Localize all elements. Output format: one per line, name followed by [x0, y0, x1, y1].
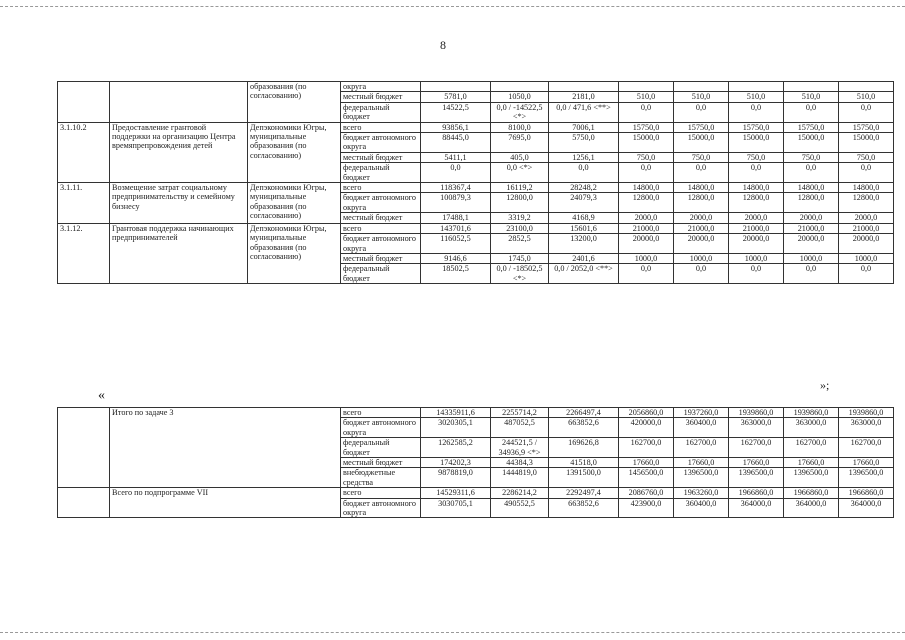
amount-cell: 510,0 — [839, 92, 894, 102]
amount-cell: 364000,0 — [729, 498, 784, 518]
amount-cell: 15000,0 — [839, 133, 894, 153]
funding-source: местный бюджет — [341, 152, 421, 162]
amount-cell: 93856,1 — [421, 122, 491, 132]
funding-source: всего — [341, 408, 421, 418]
table-row — [58, 223, 894, 233]
amount-cell — [549, 82, 619, 92]
amount-cell: 20000,0 — [839, 234, 894, 254]
quote-close: »; — [820, 378, 830, 392]
amount-cell: 2255714,2 — [491, 408, 549, 418]
table-row — [58, 408, 894, 418]
executor: Депэкономики Югры, муниципальные образования (по согласованию) — [248, 223, 341, 283]
amount-cell: 1391500,0 — [549, 468, 619, 488]
amount-cell: 12800,0 — [674, 193, 729, 213]
amount-cell — [784, 82, 839, 92]
amount-cell: 0,0 — [619, 264, 674, 284]
amount-cell: 1939860,0 — [729, 408, 784, 418]
amount-cell: 12800,0 — [491, 193, 549, 213]
amount-cell: 1396500,0 — [784, 468, 839, 488]
row-number: 3.1.11. — [58, 183, 110, 224]
amount-cell: 1939860,0 — [784, 408, 839, 418]
amount-cell: 20000,0 — [619, 234, 674, 254]
amount-cell: 15601,6 — [549, 223, 619, 233]
amount-cell: 14800,0 — [784, 183, 839, 193]
amount-cell: 14800,0 — [729, 183, 784, 193]
funding-source: бюджет автономного округа — [341, 133, 421, 153]
amount-cell: 0,0 — [784, 264, 839, 284]
amount-cell: 162700,0 — [619, 438, 674, 458]
amount-cell: 21000,0 — [619, 223, 674, 233]
amount-cell — [491, 82, 549, 92]
row-number: 3.1.12. — [58, 223, 110, 283]
funding-source: бюджет автономного округа — [341, 498, 421, 518]
row-number — [58, 408, 110, 488]
total-label: Всего по подпрограмме VII — [110, 488, 341, 518]
amount-cell: 17660,0 — [619, 458, 674, 468]
amount-cell: 18502,5 — [421, 264, 491, 284]
amount-cell: 1963260,0 — [674, 488, 729, 498]
amount-cell: 8100,0 — [491, 122, 549, 132]
funding-source: федеральный бюджет — [341, 102, 421, 122]
amount-cell: 364000,0 — [784, 498, 839, 518]
amount-cell: 750,0 — [839, 152, 894, 162]
amount-cell: 4168,9 — [549, 213, 619, 223]
amount-cell: 487052,5 — [491, 418, 549, 438]
executor: Депэкономики Югры, муниципальные образования (по согласованию) — [248, 122, 341, 182]
amount-cell: 0,0 — [729, 163, 784, 183]
amount-cell: 1456500,0 — [619, 468, 674, 488]
amount-cell: 490552,5 — [491, 498, 549, 518]
table-row — [58, 183, 894, 193]
scan-bottom-edge — [0, 632, 905, 633]
amount-cell: 5750,0 — [549, 133, 619, 153]
funding-source: федеральный бюджет — [341, 163, 421, 183]
amount-cell: 244521,5 / 34936,9 <*> — [491, 438, 549, 458]
amount-cell: 15000,0 — [674, 133, 729, 153]
amount-cell: 405,0 — [491, 152, 549, 162]
amount-cell: 14800,0 — [674, 183, 729, 193]
amount-cell: 1000,0 — [674, 253, 729, 263]
amount-cell — [729, 82, 784, 92]
amount-cell: 360400,0 — [674, 418, 729, 438]
measure-name: Предоставление грантовой поддержки на организацию Центра времяпрепровождения детей — [110, 122, 248, 182]
amount-cell: 750,0 — [784, 152, 839, 162]
amount-cell: 15750,0 — [784, 122, 839, 132]
amount-cell: 2401,6 — [549, 253, 619, 263]
amount-cell: 1050,0 — [491, 92, 549, 102]
amount-cell: 116052,5 — [421, 234, 491, 254]
amount-cell: 0,0 — [839, 163, 894, 183]
amount-cell: 1262585,2 — [421, 438, 491, 458]
funding-source: всего — [341, 223, 421, 233]
amount-cell — [421, 82, 491, 92]
amount-cell: 9878819,0 — [421, 468, 491, 488]
amount-cell: 363000,0 — [784, 418, 839, 438]
amount-cell: 174202,3 — [421, 458, 491, 468]
amount-cell: 15750,0 — [674, 122, 729, 132]
amount-cell: 0,0 / -14522,5 <*> — [491, 102, 549, 122]
measure-name: Возмещение затрат социальному предпринимательству и семейному бизнесу — [110, 183, 248, 224]
amount-cell: 1000,0 — [839, 253, 894, 263]
amount-cell: 2266497,4 — [549, 408, 619, 418]
amount-cell: 20000,0 — [729, 234, 784, 254]
amount-cell: 364000,0 — [839, 498, 894, 518]
funding-source: бюджет автономного округа — [341, 234, 421, 254]
amount-cell: 2000,0 — [674, 213, 729, 223]
amount-cell: 14529311,6 — [421, 488, 491, 498]
amount-cell: 9146,6 — [421, 253, 491, 263]
amount-cell: 14800,0 — [619, 183, 674, 193]
amount-cell: 0,0 / 2052,0 <**> — [549, 264, 619, 284]
amount-cell: 169626,8 — [549, 438, 619, 458]
amount-cell: 7695,0 — [491, 133, 549, 153]
amount-cell: 3319,2 — [491, 213, 549, 223]
amount-cell: 21000,0 — [674, 223, 729, 233]
amount-cell: 0,0 — [784, 102, 839, 122]
amount-cell: 750,0 — [729, 152, 784, 162]
funding-source: федеральный бюджет — [341, 264, 421, 284]
amount-cell: 663852,6 — [549, 498, 619, 518]
amount-cell: 14800,0 — [839, 183, 894, 193]
amount-cell: 360400,0 — [674, 498, 729, 518]
amount-cell: 2292497,4 — [549, 488, 619, 498]
total-label: Итого по задаче 3 — [110, 408, 341, 488]
amount-cell: 21000,0 — [729, 223, 784, 233]
amount-cell: 21000,0 — [784, 223, 839, 233]
amount-cell: 7006,1 — [549, 122, 619, 132]
amount-cell: 0,0 — [421, 163, 491, 183]
amount-cell: 2852,5 — [491, 234, 549, 254]
funding-source: бюджет автономного округа — [341, 418, 421, 438]
funding-source: местный бюджет — [341, 92, 421, 102]
amount-cell: 162700,0 — [729, 438, 784, 458]
amount-cell: 0,0 — [619, 102, 674, 122]
amount-cell: 0,0 — [549, 163, 619, 183]
amount-cell: 5411,1 — [421, 152, 491, 162]
amount-cell: 1939860,0 — [839, 408, 894, 418]
funding-source: местный бюджет — [341, 458, 421, 468]
budget-table-2 — [57, 407, 894, 518]
amount-cell: 1745,0 — [491, 253, 549, 263]
amount-cell: 17488,1 — [421, 213, 491, 223]
row-number — [58, 82, 110, 123]
amount-cell: 0,0 — [674, 163, 729, 183]
amount-cell: 1396500,0 — [674, 468, 729, 488]
funding-source: всего — [341, 183, 421, 193]
row-number: 3.1.10.2 — [58, 122, 110, 182]
amount-cell: 0,0 / 471,6 <**> — [549, 102, 619, 122]
amount-cell: 20000,0 — [784, 234, 839, 254]
amount-cell: 2000,0 — [619, 213, 674, 223]
executor: образования (по согласованию) — [248, 82, 341, 123]
funding-source: местный бюджет — [341, 253, 421, 263]
amount-cell: 0,0 — [674, 264, 729, 284]
amount-cell: 17660,0 — [784, 458, 839, 468]
amount-cell: 143701,6 — [421, 223, 491, 233]
amount-cell: 162700,0 — [784, 438, 839, 458]
amount-cell: 41518,0 — [549, 458, 619, 468]
amount-cell: 12800,0 — [619, 193, 674, 213]
amount-cell: 13200,0 — [549, 234, 619, 254]
amount-cell: 663852,6 — [549, 418, 619, 438]
table-row — [58, 122, 894, 132]
amount-cell: 17660,0 — [729, 458, 784, 468]
amount-cell: 24079,3 — [549, 193, 619, 213]
amount-cell: 100879,3 — [421, 193, 491, 213]
amount-cell: 15000,0 — [784, 133, 839, 153]
amount-cell: 15750,0 — [839, 122, 894, 132]
amount-cell: 420000,0 — [619, 418, 674, 438]
amount-cell: 1966860,0 — [784, 488, 839, 498]
amount-cell: 1000,0 — [784, 253, 839, 263]
amount-cell: 0,0 / -18502,5 <*> — [491, 264, 549, 284]
amount-cell: 0,0 — [729, 102, 784, 122]
amount-cell: 3020305,1 — [421, 418, 491, 438]
amount-cell: 1000,0 — [619, 253, 674, 263]
funding-source: местный бюджет — [341, 213, 421, 223]
measure-name: Грантовая поддержка начинающих предпринимателей — [110, 223, 248, 283]
amount-cell: 363000,0 — [729, 418, 784, 438]
amount-cell: 1444819,0 — [491, 468, 549, 488]
amount-cell: 2000,0 — [729, 213, 784, 223]
amount-cell: 2286214,2 — [491, 488, 549, 498]
amount-cell: 2000,0 — [784, 213, 839, 223]
scan-top-edge — [0, 6, 905, 7]
amount-cell: 1256,1 — [549, 152, 619, 162]
amount-cell: 510,0 — [729, 92, 784, 102]
amount-cell: 1937260,0 — [674, 408, 729, 418]
amount-cell — [674, 82, 729, 92]
table-row — [58, 488, 894, 498]
amount-cell: 21000,0 — [839, 223, 894, 233]
amount-cell: 14335911,6 — [421, 408, 491, 418]
budget-table-1 — [57, 81, 894, 284]
amount-cell: 0,0 — [839, 264, 894, 284]
amount-cell: 0,0 — [839, 102, 894, 122]
funding-source: внебюджетные средства — [341, 468, 421, 488]
amount-cell: 1396500,0 — [839, 468, 894, 488]
amount-cell: 2000,0 — [839, 213, 894, 223]
amount-cell: 1396500,0 — [729, 468, 784, 488]
amount-cell: 2056860,0 — [619, 408, 674, 418]
amount-cell: 0,0 — [619, 163, 674, 183]
amount-cell: 5781,0 — [421, 92, 491, 102]
amount-cell: 750,0 — [674, 152, 729, 162]
amount-cell: 20000,0 — [674, 234, 729, 254]
amount-cell: 1000,0 — [729, 253, 784, 263]
measure-name — [110, 82, 248, 123]
amount-cell: 118367,4 — [421, 183, 491, 193]
amount-cell: 510,0 — [619, 92, 674, 102]
amount-cell: 162700,0 — [839, 438, 894, 458]
amount-cell: 23100,0 — [491, 223, 549, 233]
amount-cell: 3030705,1 — [421, 498, 491, 518]
amount-cell: 0,0 — [729, 264, 784, 284]
page-number: 8 — [440, 38, 446, 52]
amount-cell: 2181,0 — [549, 92, 619, 102]
amount-cell: 1966860,0 — [839, 488, 894, 498]
amount-cell: 162700,0 — [674, 438, 729, 458]
amount-cell: 423900,0 — [619, 498, 674, 518]
amount-cell: 12800,0 — [784, 193, 839, 213]
amount-cell: 17660,0 — [674, 458, 729, 468]
amount-cell: 17660,0 — [839, 458, 894, 468]
amount-cell: 15750,0 — [619, 122, 674, 132]
amount-cell: 12800,0 — [839, 193, 894, 213]
funding-source: всего — [341, 488, 421, 498]
amount-cell: 12800,0 — [729, 193, 784, 213]
row-number — [58, 488, 110, 518]
funding-source: бюджет автономного округа — [341, 193, 421, 213]
amount-cell: 44384,3 — [491, 458, 549, 468]
funding-source: округа — [341, 82, 421, 92]
amount-cell: 88445,0 — [421, 133, 491, 153]
amount-cell: 15000,0 — [729, 133, 784, 153]
amount-cell: 0,0 <*> — [491, 163, 549, 183]
amount-cell: 15000,0 — [619, 133, 674, 153]
amount-cell: 363000,0 — [839, 418, 894, 438]
amount-cell: 0,0 — [674, 102, 729, 122]
funding-source: федеральный бюджет — [341, 438, 421, 458]
amount-cell: 750,0 — [619, 152, 674, 162]
amount-cell: 15750,0 — [729, 122, 784, 132]
amount-cell: 510,0 — [674, 92, 729, 102]
table-row — [58, 82, 894, 92]
amount-cell — [619, 82, 674, 92]
amount-cell: 14522,5 — [421, 102, 491, 122]
amount-cell: 28248,2 — [549, 183, 619, 193]
executor: Депэкономики Югры, муниципальные образования (по согласованию) — [248, 183, 341, 224]
amount-cell: 2086760,0 — [619, 488, 674, 498]
funding-source: всего — [341, 122, 421, 132]
amount-cell: 1966860,0 — [729, 488, 784, 498]
amount-cell: 16119,2 — [491, 183, 549, 193]
quote-open: « — [98, 388, 105, 403]
amount-cell — [839, 82, 894, 92]
amount-cell: 0,0 — [784, 163, 839, 183]
amount-cell: 510,0 — [784, 92, 839, 102]
